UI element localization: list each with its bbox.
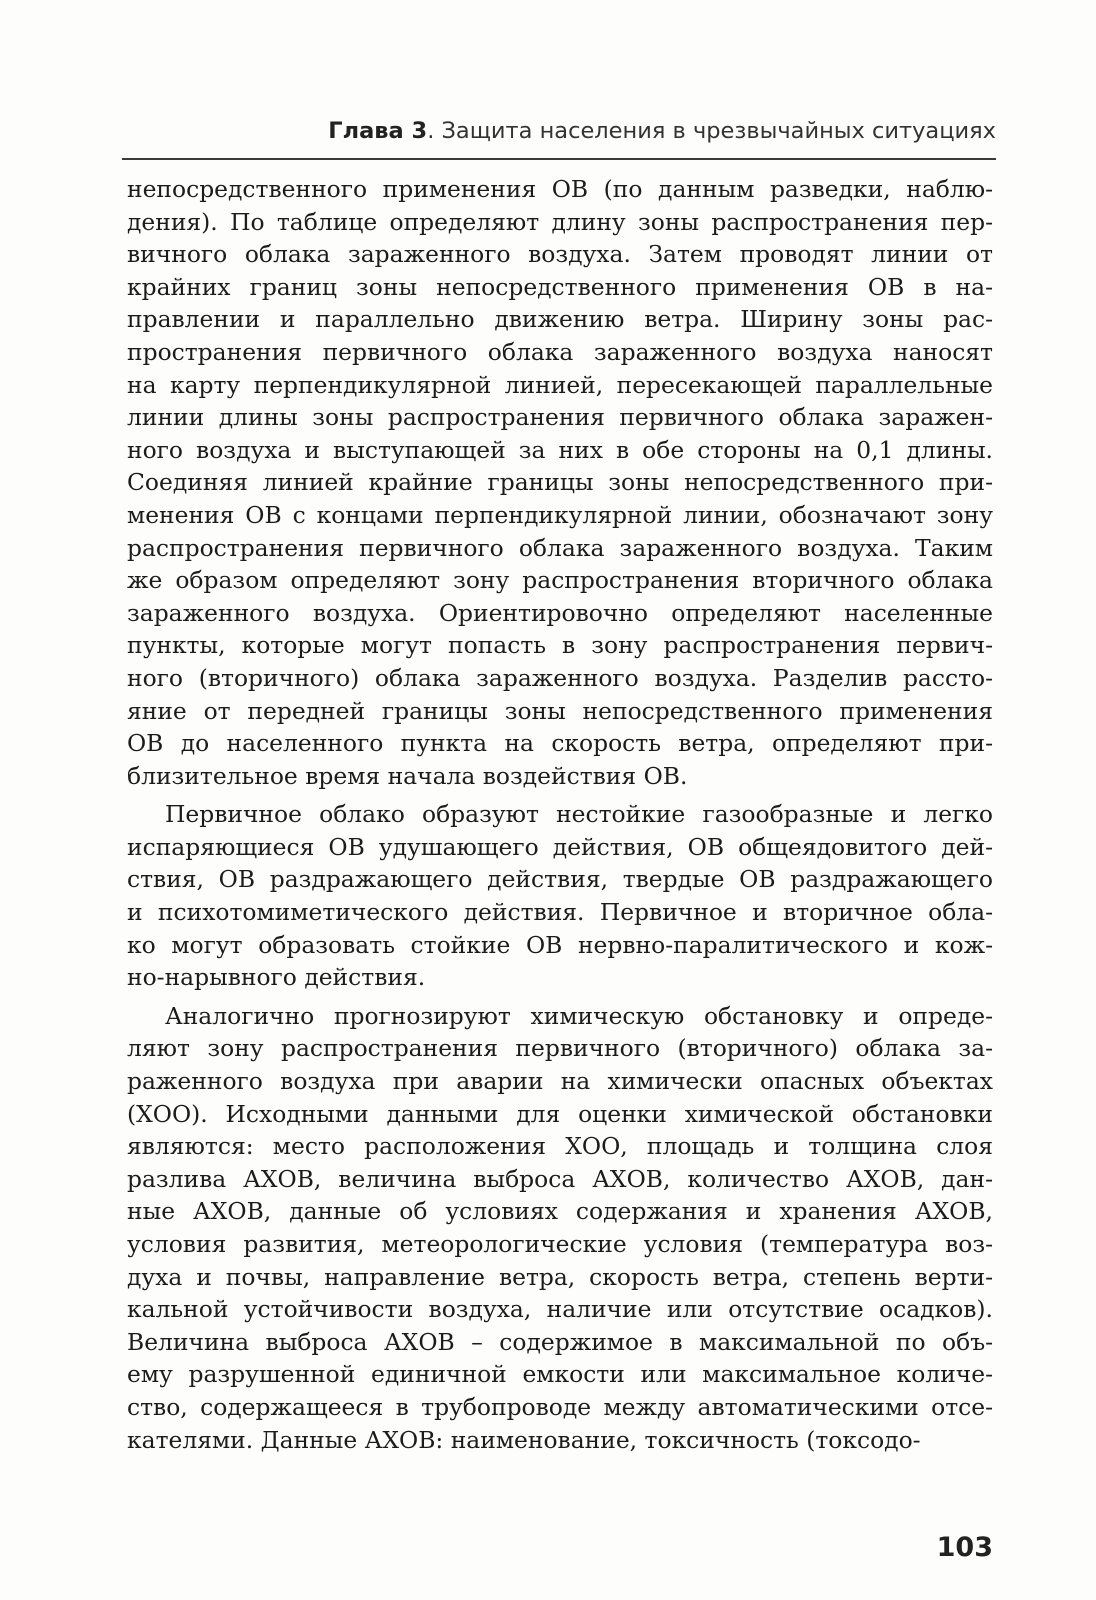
text-line: ство, содержащееся в трубопроводе между автоматическими отсе- [127,1392,993,1421]
text-line: Соединяя линией крайние границы зоны непосредственного при- [127,468,993,497]
text-line: условия развития, метеорологические условия (температура воз- [127,1230,993,1258]
text-line: пункты, которые могут попасть в зону распространения первич- [127,631,993,660]
text-line: духа и почвы, направление ветра, скорость ветра, степень верти- [127,1262,993,1291]
text-line: Аналогично прогнозируют химическую обстановку и опреде- [165,1001,993,1030]
text-line: зараженного воздуха. Ориентировочно определяют населенные [127,598,993,627]
text-line: ОВ до населенного пункта на скорость ветра, определяют при- [127,729,993,758]
text-line: же образом определяют зону распространения вторичного облака [127,566,993,595]
text-line: линии длины зоны распространения первичного облака заражен- [127,403,993,432]
text-line: вичного облака зараженного воздуха. Затем проводят линии от [127,240,993,269]
text-line: ляют зону распространения первичного (вторичного) облака за- [127,1034,993,1063]
paragraph [127,1000,993,1456]
running-head [122,118,996,144]
text-line: являются: место расположения ХОО, площадь и толщина слоя [127,1132,993,1161]
text-line: разлива АХОВ, величина выброса АХОВ, количество АХОВ, дан- [127,1164,993,1193]
text-line: дения). По таблице определяют длину зоны распространения пер- [127,207,993,236]
text-line: крайних границ зоны непосредственного применения ОВ в на- [127,272,993,301]
text-line: но-нарывного действия. [127,963,426,992]
text-line: непосредственного применения ОВ (по данным разведки, наблю- [127,175,993,203]
text-line: и психотомиметического действия. Первичное и вторичное обла- [127,898,993,927]
text-line: распространения первичного облака зараженного воздуха. Таким [127,533,993,562]
paragraph [127,798,993,994]
text-line: близительное время начала воздействия ОВ. [127,761,688,790]
chapter-title: . Защита населения в чрезвычайных ситуациях [427,118,996,144]
text-line: раженного воздуха при аварии на химически опасных объектах [127,1067,993,1096]
paragraph [127,173,993,792]
text-line: ему разрушенной единичной емкости или максимальное количе- [127,1360,993,1389]
text-line: ного воздуха и выступающей за них в обе стороны на 0,1 длины. [127,435,993,464]
text-line: правлении и параллельно движению ветра. Ширину зоны рас- [127,305,993,334]
text-line: ные АХОВ, данные об условиях содержания и хранения АХОВ, [127,1197,993,1226]
text-line: на карту перпендикулярной линией, пересекающей параллельные [127,370,993,399]
text-line: пространения первичного облака зараженного воздуха наносят [127,337,993,366]
text-line: Величина выброса АХОВ – содержимое в максимальной по объ- [127,1327,993,1356]
chapter-label: Глава 3 [328,118,428,144]
text-line: кателями. Данные АХОВ: наименование, токсичность (токсодо- [127,1425,921,1454]
page-number: 103 [936,1532,993,1563]
text-line: (ХОО). Исходными данными для оценки химической обстановки [127,1099,993,1128]
text-line: ствия, ОВ раздражающего действия, твердые ОВ раздражающего [127,865,993,894]
text-line: испаряющиеся ОВ удушающего действия, ОВ общеядовитого дей- [127,832,993,861]
text-line: ко могут образовать стойкие ОВ нервно-паралитического и кож- [127,930,993,959]
text-line: Первичное облако образуют нестойкие газообразные и легко [165,800,993,829]
text-line: ного (вторичного) облака зараженного воздуха. Разделив рассто- [127,663,993,692]
body-text [127,173,993,1462]
text-line: кальной устойчивости воздуха, наличие или отсутствие осадков). [127,1295,993,1324]
header-rule [122,158,996,160]
text-line: яние от передней границы зоны непосредственного применения [127,696,993,725]
text-line: менения ОВ с концами перпендикулярной линии, обозначают зону [127,500,993,529]
